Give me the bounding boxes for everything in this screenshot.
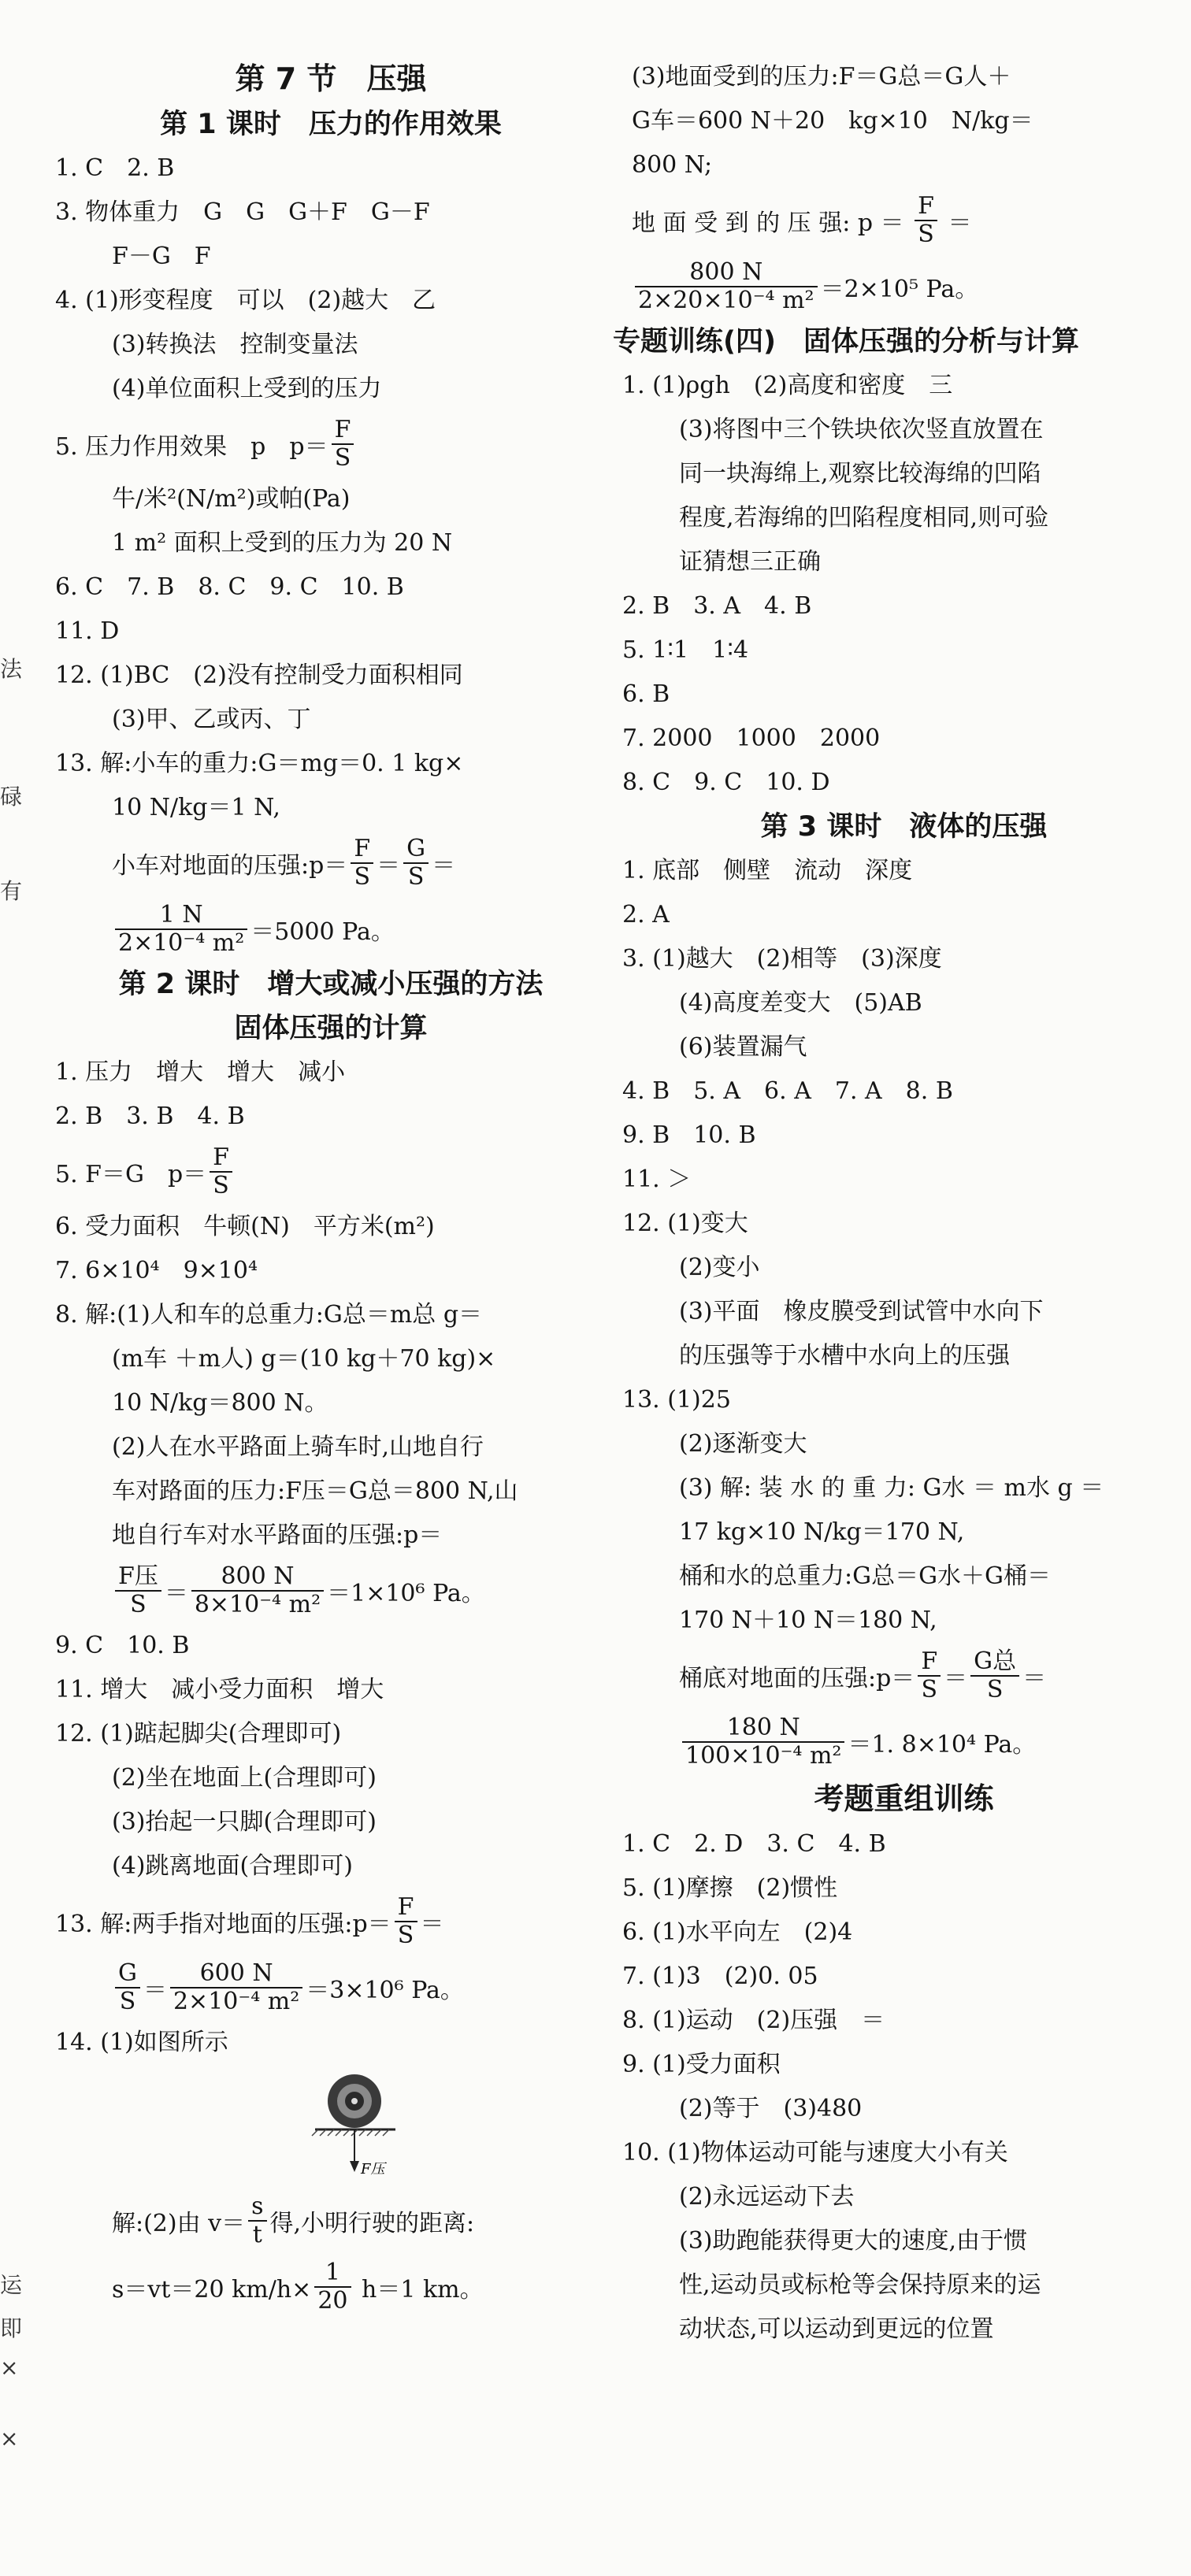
formula-line: 5. 压力作用效果 p p＝ $\frac{F}{S}$ <box>55 411 607 477</box>
answer-line: (2)人在水平路面上骑车时,山地自行 <box>112 1433 484 1461</box>
fraction: $\frac{\text{G总}}{S}$ <box>970 1648 1019 1703</box>
answer-line: 12. (1)踮起脚尖(合理即可) <box>55 1720 342 1748</box>
answer-line: 6. (1)水平向左 (2)4 <box>622 1918 853 1946</box>
edge-fragment: × <box>0 2355 19 2381</box>
answer-line: 9. B 10. B <box>622 1121 756 1149</box>
answer-line: (3)将图中三个铁块依次竖直放置在 <box>679 416 1044 443</box>
formula-line: 解:(2)由 v＝ $\frac{s}{t}$ 得,小明行驶的距离: <box>112 2192 475 2248</box>
answer-line: 8. 解:(1)人和车的总重力:G总＝m总 g＝ <box>55 1301 483 1329</box>
answer-line: G车＝600 N＋20 kg×10 N/kg＝ <box>632 107 1033 135</box>
answer-line: F－G F <box>112 243 211 270</box>
answer-line: 800 N; <box>632 151 713 179</box>
answer-line: 6. C 7. B 8. C 9. C 10. B <box>55 573 404 601</box>
answer-line: 2. A <box>622 901 670 928</box>
right-column <box>613 55 1185 2352</box>
answer-line: (3)地面受到的压力:F＝G总＝G人＋ <box>632 63 1011 91</box>
answer-line: 6. 受力面积 牛顿(N) 平方米(m²) <box>55 1213 435 1240</box>
answer-line: (3)转换法 控制变量法 <box>112 331 358 358</box>
answer-line: 14. (1)如图所示 <box>55 2029 228 2056</box>
fraction: $\frac{1 N}{\text{2×10⁻⁴ m²}}$ <box>115 902 247 957</box>
fraction: $\frac{F}{S}$ <box>915 193 937 248</box>
formula-line: $\frac{G}{S}$ ＝ $\frac{600 N}{\text{2×10⁻⁴ m²}}$ ＝3×10⁶ Pa。 <box>55 1955 607 2021</box>
answer-line: 1. (1)ρgh (2)高度和密度 三 <box>622 372 953 399</box>
answer-line: 1. C 2. B <box>55 154 175 182</box>
formula-line: 地 面 受 到 的 压 强: p ＝ $\frac{F}{S}$ ＝ <box>632 192 972 248</box>
fraction: $\frac{F}{S}$ <box>210 1144 232 1199</box>
fraction: $\frac{G}{S}$ <box>403 836 429 891</box>
answer-line: 13. 解:小车的重力:G＝mg＝0. 1 kg× <box>55 750 464 777</box>
answer-line: 12. (1)变大 <box>622 1210 748 1237</box>
answer-line: 4. B 5. A 6. A 7. A 8. B <box>622 1077 953 1105</box>
fraction: $\frac{G}{S}$ <box>115 1960 140 2015</box>
answer-line: 9. C 10. B <box>55 1632 190 1659</box>
answer-line: 1. 底部 侧壁 流动 深度 <box>622 857 913 884</box>
answer-line: 4. (1)形变程度 可以 (2)越大 乙 <box>55 287 436 314</box>
answer-line: (4)跳离地面(合理即可) <box>112 1852 353 1880</box>
fraction: $\frac{F}{S}$ <box>332 417 354 472</box>
edge-fragment: 运 <box>0 2272 23 2298</box>
fraction: $\frac{600 N}{\text{2×10⁻⁴ m²}}$ <box>170 1960 302 2015</box>
fraction: $\frac{1}{20}$ <box>314 2259 351 2315</box>
edge-fragment: 法 <box>0 656 23 682</box>
formula-line: $\frac{1 N}{\text{2×10⁻⁴ m²}}$ ＝5000 Pa。 <box>55 896 607 962</box>
formula-line: $\frac{800 N}{\text{2×20×10⁻⁴ m²}}$ ＝2×10⁵ Pa。 <box>622 254 1185 320</box>
formula-line: $\frac{180 N}{\text{100×10⁻⁴ m²}}$ ＝1. 8×10⁴ Pa。 <box>622 1709 1185 1775</box>
lesson-subtitle: 固体压强的计算 <box>234 1013 428 1044</box>
fraction: $\frac{s}{t}$ <box>248 2193 266 2248</box>
lesson-title: 第 3 课时 液体的压强 <box>760 811 1048 843</box>
answer-line: (3) 解: 装 水 的 重 力: G水 ＝ m水 g ＝ <box>679 1474 1104 1502</box>
answer-line: 7. (1)3 (2)0. 05 <box>622 1963 818 1990</box>
answer-line: 5. 1∶1 1∶4 <box>622 636 749 664</box>
answer-line: (2)永远运动下去 <box>679 2183 855 2211</box>
answer-line: 2. B 3. B 4. B <box>55 1103 245 1130</box>
answer-line: (m车 ＋m人) g＝(10 kg＋70 kg)× <box>112 1345 496 1373</box>
lesson-title: 第 1 课时 压力的作用效果 <box>160 109 502 140</box>
formula-line: 5. F＝G p＝ $\frac{F}{S}$ <box>55 1139 607 1205</box>
answer-line: 6. B <box>622 680 670 708</box>
answer-line: 13. (1)25 <box>622 1386 731 1414</box>
fraction: $\frac{\text{F压}}{S}$ <box>115 1563 161 1618</box>
section-title: 第 7 节 压强 <box>235 61 427 96</box>
answer-line: (2)变小 <box>679 1254 760 1281</box>
edge-fragment: 有 <box>0 878 23 904</box>
formula-line: s＝vt＝20 km/h× $\frac{1}{20}$ h＝1 km。 <box>112 2259 484 2315</box>
answer-line: 1 m² 面积上受到的压力为 20 N <box>112 529 453 557</box>
answer-line: 170 N＋10 N＝180 N, <box>679 1607 937 1634</box>
answer-line: (6)装置漏气 <box>679 1033 807 1061</box>
fraction: $\frac{F}{S}$ <box>351 836 373 891</box>
answer-line: 8. C 9. C 10. D <box>622 769 830 796</box>
answer-line: 8. (1)运动 (2)压强 ＝ <box>622 2007 885 2034</box>
fraction: $\frac{F}{S}$ <box>395 1894 417 1949</box>
answer-line: 证猜想三正确 <box>679 548 821 576</box>
answer-line: (3)抬起一只脚(合理即可) <box>112 1808 377 1836</box>
answer-line: 5. (1)摩擦 (2)惯性 <box>622 1874 838 1902</box>
answer-line: 9. (1)受力面积 <box>622 2051 781 2078</box>
answer-line: 3. 物体重力 G G G＋F G－F <box>55 198 430 226</box>
lesson-title: 第 2 课时 增大或减小压强的方法 <box>118 969 544 1000</box>
answer-line: 3. (1)越大 (2)相等 (3)深度 <box>622 945 942 973</box>
formula-line: 小车对地面的压强:p＝ $\frac{F}{S}$ ＝ $\frac{G}{S}$ ＝ <box>112 835 456 891</box>
fraction: $\frac{800 N}{\text{8×10⁻⁴ m²}}$ <box>191 1563 324 1618</box>
answer-line: (3)助跑能获得更大的速度,由于惯 <box>679 2227 1028 2255</box>
answer-line: 性,运动员或标枪等会保持原来的运 <box>679 2271 1041 2299</box>
answer-line: 10 N/kg＝1 N, <box>112 794 280 821</box>
edge-fragment: 即 <box>0 2315 23 2341</box>
answer-line: 7. 6×10⁴ 9×10⁴ <box>55 1257 258 1284</box>
answer-line: 12. (1)BC (2)没有控制受力面积相同 <box>55 662 463 689</box>
fraction: $\frac{180 N}{\text{100×10⁻⁴ m²}}$ <box>682 1714 844 1770</box>
answer-line: 17 kg×10 N/kg＝170 N, <box>679 1518 965 1546</box>
exam-training-title: 考题重组训练 <box>814 1781 994 1816</box>
answer-line: 11. ＞ <box>622 1166 692 1193</box>
answer-line: 1. C 2. D 3. C 4. B <box>622 1830 886 1858</box>
answer-line: (2)等于 (3)480 <box>679 2095 863 2122</box>
answer-line: 车对路面的压力:F压＝G总＝800 N,山 <box>112 1477 518 1505</box>
special-training-title: 专题训练(四) 固体压强的分析与计算 <box>613 326 1079 358</box>
fraction: $\frac{800 N}{\text{2×20×10⁻⁴ m²}}$ <box>635 259 818 314</box>
answer-line: (3)甲、乙或丙、丁 <box>112 706 311 733</box>
answer-line: 7. 2000 1000 2000 <box>622 725 881 752</box>
edge-fragment: 碌 <box>0 784 23 810</box>
answer-line: 2. B 3. A 4. B <box>622 592 812 620</box>
answer-line: 1. 压力 增大 增大 减小 <box>55 1058 346 1086</box>
answer-line: 的压强等于水槽中水向上的压强 <box>679 1342 1010 1370</box>
answer-line: 牛/米²(N/m²)或帕(Pa) <box>112 485 351 513</box>
answer-line: 动状态,可以运动到更远的位置 <box>679 2315 994 2343</box>
formula-line: 13. 解:两手指对地面的压强:p＝ $\frac{F}{S}$ ＝ <box>55 1893 444 1949</box>
answer-line: (4)单位面积上受到的压力 <box>112 375 382 402</box>
answer-line: 11. D <box>55 617 120 645</box>
left-column <box>55 55 607 2320</box>
answer-line: 桶和水的总重力:G总＝G水＋G桶＝ <box>679 1562 1052 1590</box>
answer-line: 11. 增大 减小受力面积 增大 <box>55 1676 384 1703</box>
formula-line: 桶底对地面的压强:p＝ $\frac{F}{S}$ ＝ $\frac{\text{G总}}{S}$ ＝ <box>679 1648 1047 1703</box>
formula-line: $\frac{\text{F压}}{S}$ ＝ $\frac{800 N}{\text{8×10⁻⁴ m²}}$ ＝1×10⁶ Pa。 <box>55 1558 607 1624</box>
answer-line: (2)逐渐变大 <box>679 1430 807 1458</box>
answer-line: 地自行车对水平路面的压强:p＝ <box>112 1522 443 1549</box>
edge-fragment: × <box>0 2426 19 2452</box>
wheel-force-figure <box>307 2071 410 2181</box>
force-label: F压 <box>361 2161 385 2178</box>
answer-line: (4)高度差变大 (5)AB <box>679 989 922 1017</box>
answer-line: 10 N/kg＝800 N。 <box>112 1389 328 1417</box>
answer-line: 程度,若海绵的凹陷程度相同,则可验 <box>679 504 1049 532</box>
answer-line: (2)坐在地面上(合理即可) <box>112 1764 377 1792</box>
answer-line: 同一块海绵上,观察比较海绵的凹陷 <box>679 460 1041 487</box>
answer-line: (3)平面 橡皮膜受到试管中水向下 <box>679 1298 1044 1325</box>
answer-line: 10. (1)物体运动可能与速度大小有关 <box>622 2139 1008 2166</box>
fraction: $\frac{F}{S}$ <box>918 1648 941 1703</box>
